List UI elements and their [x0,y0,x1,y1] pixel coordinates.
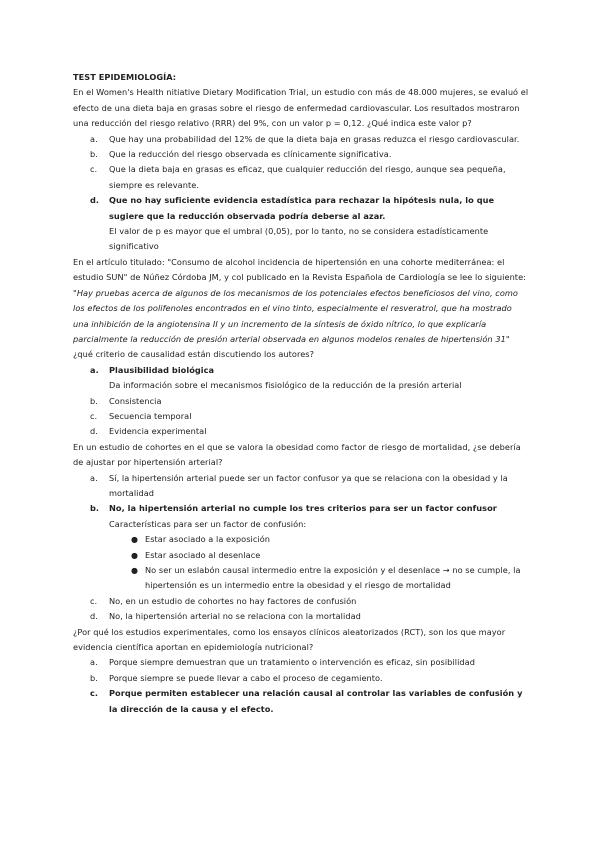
option-letter: b. [90,395,98,406]
question-2-quote: "Hay pruebas acerca de algunos de los mecanismos de los potenciales efectos beneficiosos del vino, como los efectos de los polifenoles encontrados en el vino tinto, especialmente el resveratrol, que ha mostrado una inhibición de la angiotensina II y un incremento de la síntesis de óxido nítrico, lo que explicaría parcialmente la reducción de presión arterial observada en algunos modelos renales de hipertensión 31" [73,287,518,344]
option-text: Que no hay suficiente evidencia estadística para rechazar la hipótesis nula, lo que sugiere que la reducción observada podría deberse al azar. [109,195,495,221]
question-3-explanation-block [109,517,530,594]
option-letter: d. [90,611,98,622]
question-2-explanation: Da información sobre el mecanismos fisiológico de la reducción de la presión arterial [109,380,462,391]
option-letter: b. [90,503,100,514]
question-3-option-b-correct [73,501,530,593]
question-1-text: En el Women's Health nitiative Dietary Modification Trial, un estudio con más de 48.000 mujeres, se evaluó el efecto de una dieta baja en grasas sobre el riesgo de enfermedad cardiovascular. Los resultados mostraron una reducción del riesgo relativo (RRR) del 9%, con un valor p = 0,12. ¿Qué indica este valor p? [73,87,529,129]
question-1-option-d-correct [73,193,530,255]
option-letter: c. [90,688,99,699]
bullet-icon: ● [131,535,139,545]
option-letter: c. [90,410,98,421]
question-2-text [73,255,530,363]
question-3-explanation: Características para ser un factor de confusión: [109,518,307,529]
criteria-text: Estar asociado a la exposición [145,534,271,545]
question-4-text: ¿Por qué los estudios experimentales, como los ensayos clínicos aleatorizados (RCT), son los que mayor evidencia científica aportan en epidemiología nutricional? [73,626,506,653]
option-letter: b. [90,149,98,160]
question-3-text: En un estudio de cohortes en el que se valora la obesidad como factor de riesgo de mortalidad, ¿se debería de ajustar por hipertensión arterial? [73,441,521,468]
question-3-option-c [73,594,530,609]
option-letter: d. [90,195,100,206]
question-1-options [73,132,530,255]
criteria-item [109,532,530,547]
question-4-options [73,655,530,717]
question-4-option-c-correct [73,686,530,717]
option-text: Sí, la hipertensión arterial puede ser un factor confusor ya que se relaciona con la obesidad y la mortalidad [109,472,508,498]
option-text: No, en un estudio de cohortes no hay factores de confusión [109,595,357,606]
document-title: TEST EPIDEMIOLOGÍA: [73,72,177,82]
document-page [73,70,530,717]
option-text: Porque permiten establecer una relación causal al controlar las variables de confusión y la dirección de la causa y el efecto. [109,688,523,714]
option-letter: a. [90,657,98,668]
bullet-icon: ● [131,566,139,575]
option-text: Que la dieta baja en grasas es eficaz, que cualquier reducción del riesgo, aunque sea pequeña, siempre es relevante. [109,164,506,190]
question-3-option-d [73,609,530,624]
criteria-text: Estar asociado al desenlace [145,549,261,560]
question-1-explanation: El valor de p es mayor que el umbral (0,05), por lo tanto, no se considera estadísticamente significativo [109,226,489,252]
criteria-item [109,563,530,594]
criteria-item [109,548,530,563]
option-text: Secuencia temporal [109,410,192,421]
option-letter: c. [90,164,98,175]
option-letter: c. [90,595,98,606]
question-1-option-a [73,132,530,147]
question-2-option-c [73,409,530,424]
option-letter: a. [90,364,99,375]
question-4-option-a [73,655,530,670]
option-letter: b. [90,672,98,683]
option-text: Plausibilidad biológica [109,364,215,375]
question-2-option-b [73,394,530,409]
question-3-options [73,471,530,625]
option-letter: a. [90,133,98,144]
question-2-option-d [73,424,530,439]
option-letter: a. [90,472,98,483]
criteria-text: No ser un eslabón causal intermedio entre la exposición y el desenlace → no se cumple, la hipertensión es un intermedio entre la obesidad y el riesgo de mortalidad [145,565,521,591]
option-text: Porque siempre se puede llevar a cabo el proceso de cegamiento. [109,672,383,683]
question-1-option-c [73,162,530,193]
question-2-options [73,363,530,440]
option-text: Evidencia experimental [109,426,207,437]
question-4-option-b [73,671,530,686]
option-text: Consistencia [109,395,162,406]
question-2-intro: En el artículo titulado: "Consumo de alcohol incidencia de hipertensión en una cohorte mediterránea: el estudio SUN" de Núñez Córdoba JM, y col publicado en la Revista Española de Cardiología se lee lo siguiente: [73,256,526,283]
bullet-icon: ● [131,550,139,560]
option-text: No, la hipertensión arterial no cumple los tres criterios para ser un factor confusor [109,503,497,514]
question-1-option-b [73,147,530,162]
option-letter: d. [90,426,98,437]
option-text: Que hay una probabilidad del 12% de que la dieta baja en grasas reduzca el riesgo cardiovascular. [109,133,520,144]
option-text: No, la hipertensión arterial no se relaciona con la mortalidad [109,611,361,622]
question-2-option-a-correct [73,363,530,394]
option-text: Porque siempre demuestran que un tratamiento o intervención es eficaz, sin posibilidad [109,657,475,668]
confounder-criteria-list [109,532,530,594]
question-3-option-a [73,471,530,502]
question-2-ask: ¿qué criterio de causalidad están discutiendo los autores? [73,349,314,360]
option-text: Que la reducción del riesgo observada es clínicamente significativa. [109,149,392,160]
